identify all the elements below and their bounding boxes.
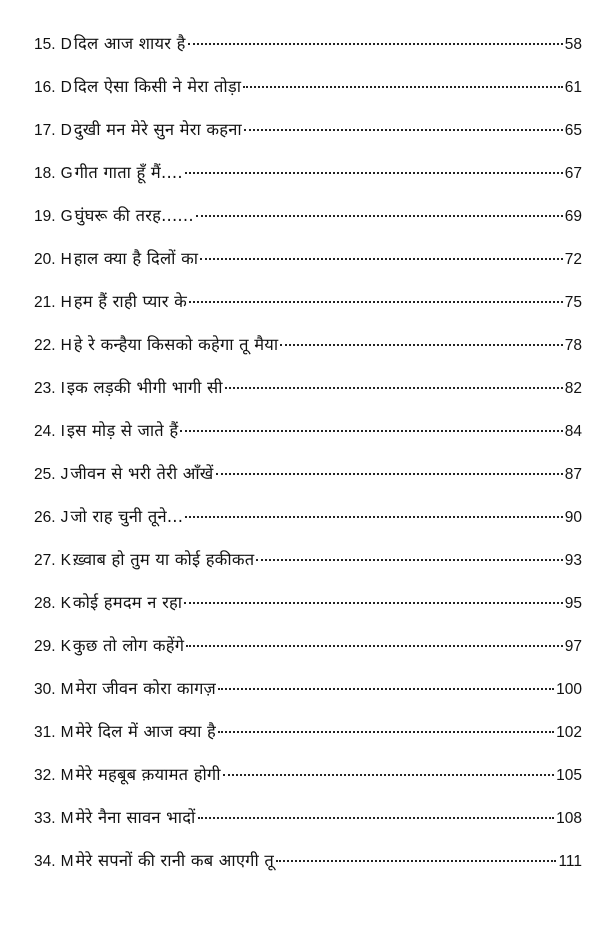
entry-page-number: 105: [556, 767, 582, 784]
toc-entry[interactable]: [34, 108, 582, 151]
dot-leader: [223, 774, 554, 776]
entry-page-number: 58: [564, 36, 582, 53]
dot-leader: [244, 129, 563, 131]
dot-leader: [184, 602, 562, 604]
entry-number: 27.: [34, 552, 56, 569]
entry-index-letter: M: [60, 681, 74, 698]
entry-index-letter: H: [60, 337, 72, 354]
toc-entry[interactable]: [34, 624, 582, 667]
entry-page-number: 95: [564, 595, 582, 612]
toc-entry[interactable]: [34, 839, 582, 882]
dot-leader: [188, 43, 563, 45]
entry-title: मेरे सपनों की रानी कब आएगी तू: [75, 851, 274, 870]
entry-number: 22.: [34, 337, 56, 354]
dot-leader: [218, 688, 554, 690]
entry-title: मेरे दिल में आज क्या है: [75, 722, 216, 741]
entry-number: 25.: [34, 466, 56, 483]
entry-index-letter: K: [60, 595, 71, 612]
entry-title: मेरा जीवन कोरा कागज़: [75, 679, 217, 698]
entry-title: इस मोड़ से जाते हैं: [66, 421, 179, 440]
entry-page-number: 78: [564, 337, 582, 354]
entry-number: 20.: [34, 251, 56, 268]
entry-page-number: 72: [564, 251, 582, 268]
entry-index-letter: K: [60, 638, 71, 655]
dot-leader: [189, 301, 563, 303]
table-of-contents: [34, 22, 582, 882]
entry-number: 18.: [34, 165, 56, 182]
dot-leader: [180, 430, 562, 432]
entry-index-letter: J: [60, 466, 69, 483]
toc-entry[interactable]: [34, 366, 582, 409]
entry-title: मेरे महबूब क़यामत होगी: [75, 765, 221, 784]
entry-number: 19.: [34, 208, 56, 225]
entry-index-letter: M: [60, 810, 74, 827]
entry-page-number: 67: [564, 165, 582, 182]
entry-title: घुंघरू की तरह......: [74, 206, 194, 225]
entry-page-number: 84: [564, 423, 582, 440]
toc-entry[interactable]: [34, 151, 582, 194]
entry-title: मेरे नैना सावन भादों: [75, 808, 196, 827]
toc-entry[interactable]: [34, 581, 582, 624]
entry-page-number: 87: [564, 466, 582, 483]
dot-leader: [280, 344, 562, 346]
entry-index-letter: D: [60, 122, 72, 139]
entry-index-letter: K: [60, 552, 71, 569]
toc-entry[interactable]: [34, 323, 582, 366]
entry-index-letter: M: [60, 724, 74, 741]
entry-page-number: 111: [558, 853, 582, 870]
entry-index-letter: G: [60, 208, 73, 225]
entry-number: 30.: [34, 681, 56, 698]
entry-index-letter: D: [60, 79, 72, 96]
toc-entry[interactable]: [34, 538, 582, 581]
toc-entry[interactable]: [34, 280, 582, 323]
entry-title: हे रे कन्हैया किसको कहेगा तू मैया: [73, 335, 279, 354]
entry-number: 21.: [34, 294, 56, 311]
entry-title: हाल क्या है दिलों का: [73, 249, 199, 268]
dot-leader: [218, 731, 554, 733]
entry-page-number: 102: [556, 724, 582, 741]
entry-number: 32.: [34, 767, 56, 784]
entry-number: 31.: [34, 724, 56, 741]
dot-leader: [196, 215, 563, 217]
toc-entry[interactable]: [34, 452, 582, 495]
entry-title: जीवन से भरी तेरी आँखें: [70, 464, 214, 483]
entry-page-number: 100: [556, 681, 582, 698]
entry-title: दुखी मन मेरे सुन मेरा कहना: [73, 120, 242, 139]
entry-index-letter: M: [60, 767, 74, 784]
dot-leader: [186, 645, 563, 647]
entry-index-letter: M: [60, 853, 74, 870]
entry-title: ख़्वाब हो तुम या कोई हकीकत: [72, 550, 255, 569]
toc-entry[interactable]: [34, 710, 582, 753]
toc-entry[interactable]: [34, 495, 582, 538]
entry-index-letter: J: [60, 509, 69, 526]
toc-entry[interactable]: [34, 753, 582, 796]
entry-page-number: 97: [564, 638, 582, 655]
entry-number: 23.: [34, 380, 56, 397]
dot-leader: [225, 387, 563, 389]
toc-entry[interactable]: [34, 409, 582, 452]
dot-leader: [185, 172, 563, 174]
entry-number: 26.: [34, 509, 56, 526]
entry-number: 33.: [34, 810, 56, 827]
toc-entry[interactable]: [34, 237, 582, 280]
dot-leader: [198, 817, 555, 819]
entry-page-number: 65: [564, 122, 582, 139]
toc-entry[interactable]: [34, 22, 582, 65]
entry-title: गीत गाता हूँ मैं....: [74, 163, 183, 182]
entry-title: कुछ तो लोग कहेंगे: [72, 636, 185, 655]
entry-number: 29.: [34, 638, 56, 655]
dot-leader: [243, 86, 563, 88]
entry-number: 17.: [34, 122, 56, 139]
entry-title: दिल आज शायर है: [73, 34, 186, 53]
dot-leader: [200, 258, 563, 260]
entry-index-letter: I: [60, 423, 65, 440]
entry-page-number: 61: [564, 79, 582, 96]
entry-number: 34.: [34, 853, 56, 870]
entry-index-letter: G: [60, 165, 73, 182]
toc-entry[interactable]: [34, 796, 582, 839]
entry-number: 15.: [34, 36, 56, 53]
dot-leader: [276, 860, 556, 862]
dot-leader: [185, 516, 563, 518]
entry-number: 16.: [34, 79, 56, 96]
entry-page-number: 69: [564, 208, 582, 225]
dot-leader: [216, 473, 563, 475]
entry-page-number: 108: [556, 810, 582, 827]
dot-leader: [256, 559, 562, 561]
entry-title: दिल ऐसा किसी ने मेरा तोड़ा: [73, 77, 242, 96]
entry-number: 28.: [34, 595, 56, 612]
toc-entry[interactable]: [34, 65, 582, 108]
entry-index-letter: H: [60, 294, 72, 311]
entry-index-letter: D: [60, 36, 72, 53]
entry-number: 24.: [34, 423, 56, 440]
entry-title: हम हैं राही प्यार के: [73, 292, 188, 311]
entry-title: जो राह चुनी तूने...: [70, 507, 184, 526]
entry-page-number: 82: [564, 380, 582, 397]
entry-title: इक लड़की भीगी भागी सी: [66, 378, 223, 397]
entry-title: कोई हमदम न रहा: [72, 593, 183, 612]
entry-index-letter: I: [60, 380, 65, 397]
entry-index-letter: H: [60, 251, 72, 268]
entry-page-number: 93: [564, 552, 582, 569]
entry-page-number: 90: [564, 509, 582, 526]
entry-page-number: 75: [564, 294, 582, 311]
toc-entry[interactable]: [34, 667, 582, 710]
toc-entry[interactable]: [34, 194, 582, 237]
